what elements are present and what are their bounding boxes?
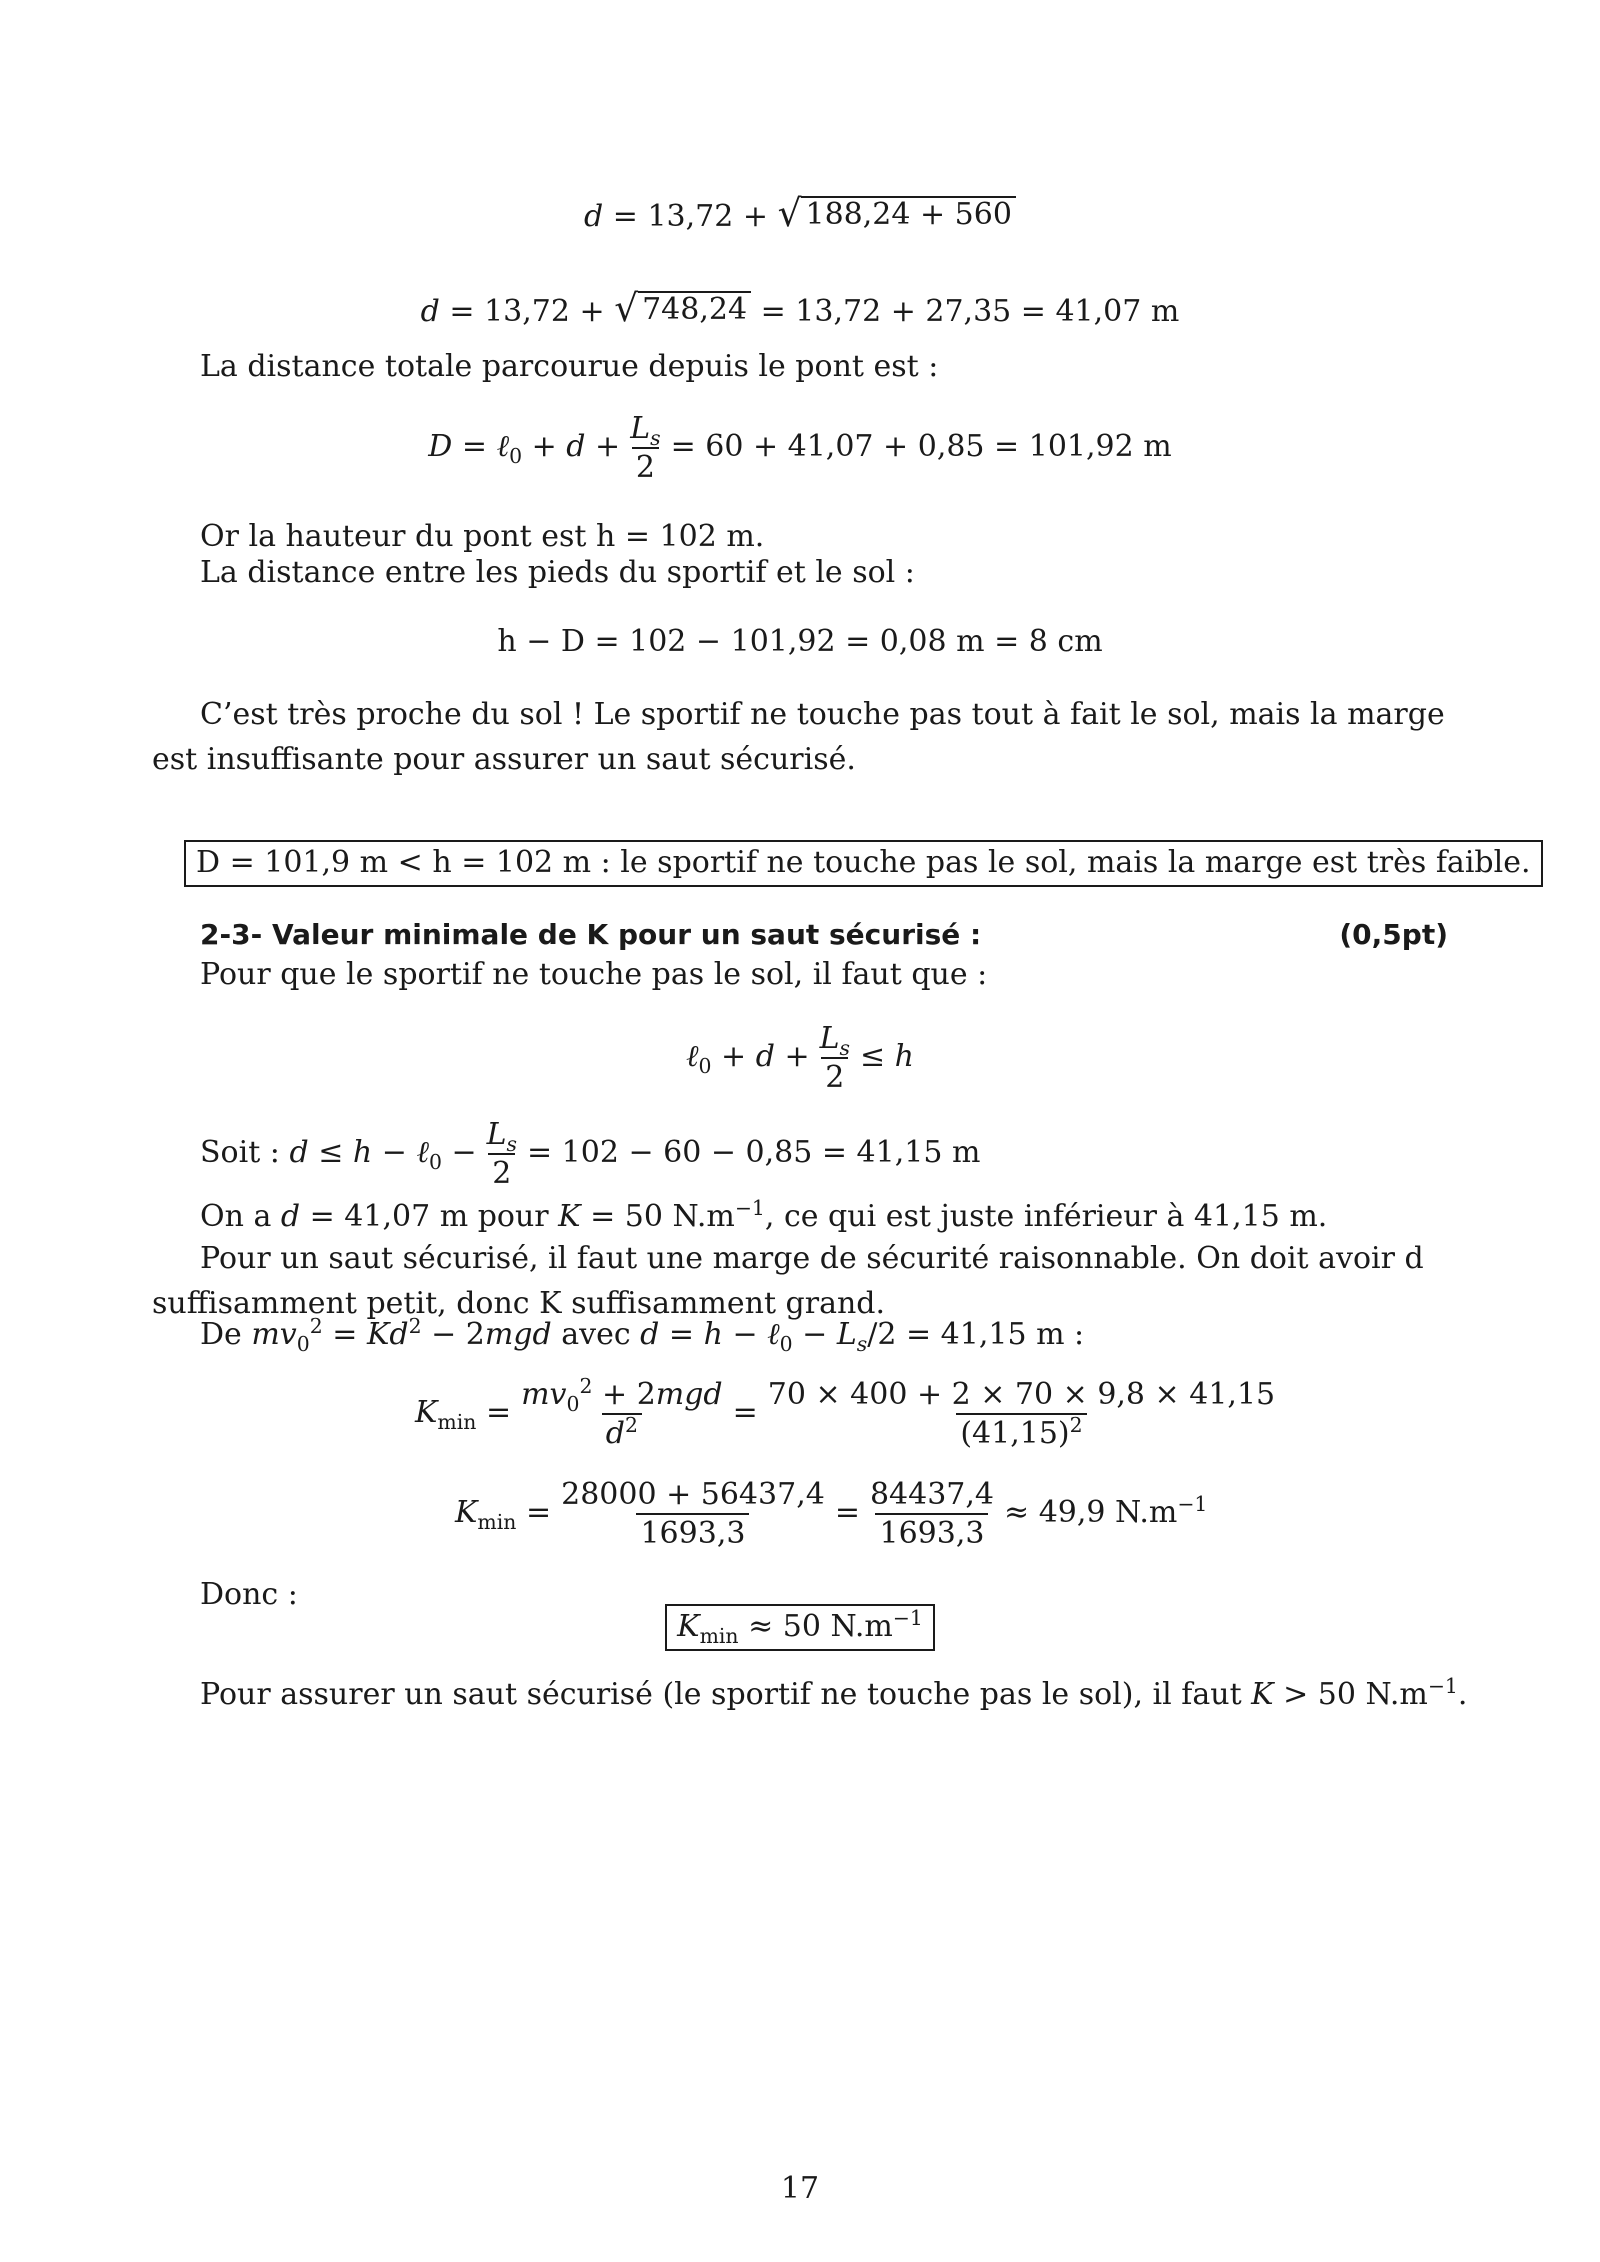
section-title: 2-3- Valeur minimale de K pour un saut sécurisé : [200, 918, 982, 951]
boxed-conclusion-text: D = 101,9 m < h = 102 m : le sportif ne touche pas le sol, mais la marge est très faible. [184, 840, 1543, 887]
paragraph-feet-distance: La distance entre les pieds du sportif et le sol : [200, 555, 915, 590]
equation-kmin-numeric: $K_{min}$ = $\frac{28000 + 56437,4}{1693,3}$ = $\frac{84437,4}{1693,3}$ ≈ 49,9 $N.m^{-1}$ [455, 1477, 1208, 1551]
paragraph-safety-margin: Pour un saut sécurisé, il faut une marge de sécurité raisonnable. On doit avoir d suffisamment petit, donc K suffisamment grand. [152, 1241, 1424, 1321]
equation-d-result: d = 13,72 + √ 748,24 = 13,72 + 27,35 = 41,07 m [420, 286, 1180, 330]
equation-kmin-formula: $K_{min}$ = $\frac{mv_0^2 + 2mgd}{d^2}$ = $\frac{70 \times 400 + 2 \times 70 \times 9,8 \times 41,15}{(41,15)^2}$ [415, 1374, 1276, 1451]
equation-total-distance: D = ℓ$_0$ + d + $\frac{L_s}{2}$ = 60 + 41,07 + 0,85 = 101,92 m [428, 411, 1172, 485]
equation-condition: ℓ$_0$ + d + $\frac{L_s}{2}$ ≤ h [685, 1021, 914, 1095]
paragraph-on-a: On a d = 41,07 m pour K = 50 $N.m^{-1}$, ce qui est juste inférieur à 41,15 m. [200, 1196, 1328, 1234]
equation-d-sqrt-sum: d = 13,72 + √ 188,24 + 560 [0, 195, 1600, 235]
paragraph-condition: Pour que le sportif ne touche pas le sol, il faut que : [200, 957, 988, 992]
boxed-conclusion [184, 840, 1543, 887]
paragraph-donc: Donc : [200, 1577, 298, 1612]
section-heading-2-3 [200, 918, 1448, 951]
equation-h-minus-D: h − D = 102 − 101,92 = 0,08 m = 8 cm [497, 624, 1103, 659]
paragraph-bridge-height: Or la hauteur du pont est h = 102 m. [200, 519, 765, 554]
paragraph-final: Pour assurer un saut sécurisé (le sportif ne touche pas le sol), il faut K > 50 $N.m^{-1}$. [200, 1674, 1468, 1712]
equation-soit: Soit : d ≤ h − ℓ$_0$ − $\frac{L_s}{2}$ = 102 − 60 − 0,85 = 41,15 m [200, 1117, 981, 1191]
paragraph-de: De $mv_0^2 = Kd^2 - 2mgd$ avec d = h − ℓ$_0$ − $L_s/2 = 41,15$ m : [200, 1314, 1085, 1356]
page-number: 17 [780, 2171, 820, 2206]
paragraph-very-close: C’est très proche du sol ! Le sportif ne touche pas tout à fait le sol, mais la marge est insuffisante pour assurer un saut sécurisé. [152, 697, 1445, 777]
section-points: (0,5pt) [1339, 918, 1448, 951]
paragraph-total-distance-intro: La distance totale parcourue depuis le pont est : [200, 349, 939, 384]
boxed-kmin: $K_{min} \approx 50$ $N.m^{-1}$ [0, 1604, 1600, 1651]
